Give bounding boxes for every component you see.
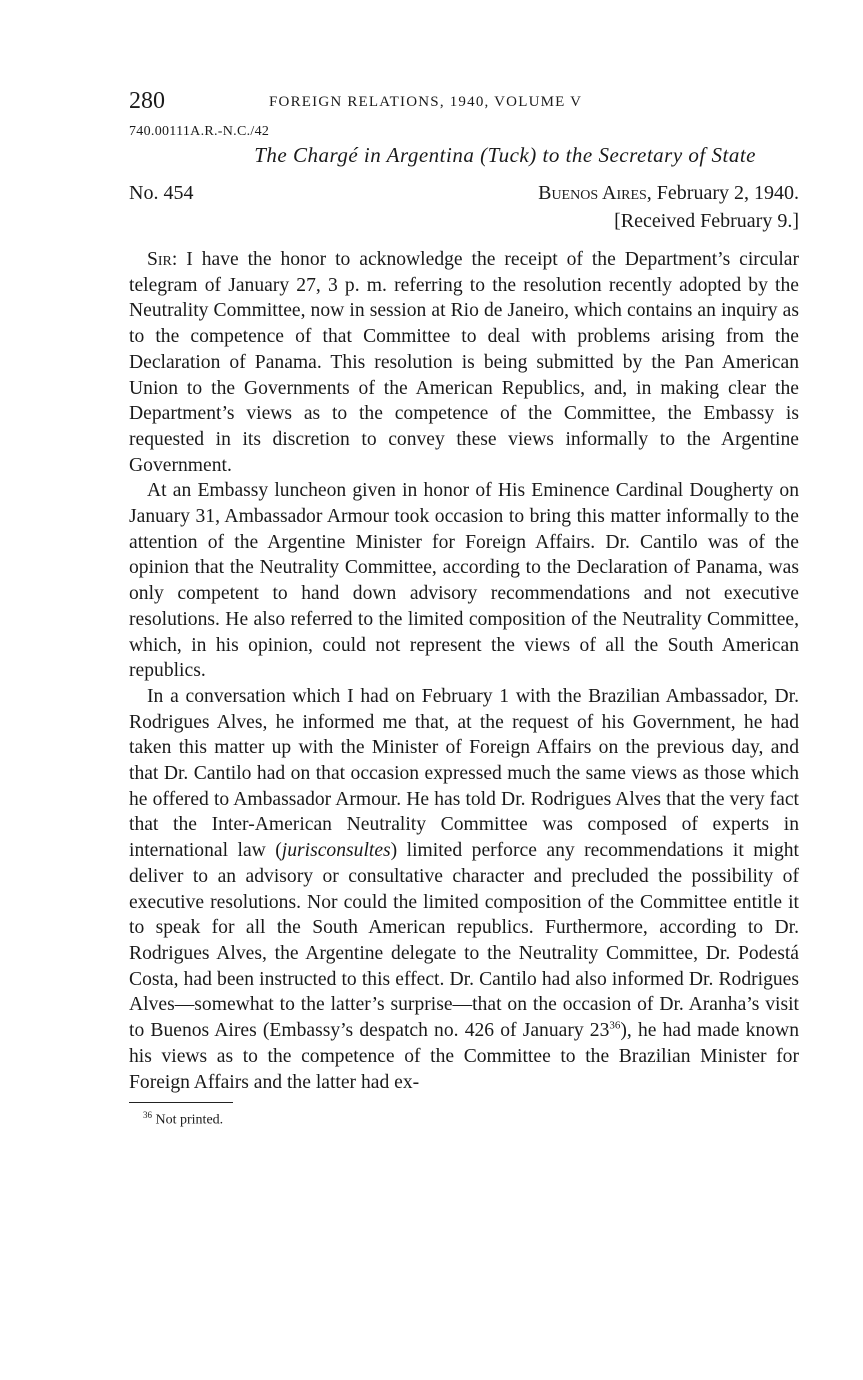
file-number: 740.00111A.R.-N.C./42 [129,124,270,139]
footnote-reference[interactable]: 36 [609,1019,621,1032]
date-row [129,182,799,210]
paragraph-3-text-a: In a conversation which I had on February 1 with the Brazilian Ambassador, Dr. Rodrigues Alves, he informed me that, at the request of his Government, he had taken this matter up with the Minister of Foreign Affairs on the previous day, and that Dr. Cantilo had on that occasion expressed much the same views as those which he offered to Ambassador Armour. He has told Dr. Rodrigues Alves that the very fact that the Inter-American Neutrality Committee was composed of experts in international law ( [129,685,799,862]
footnote-marker: 36 [143,1110,152,1121]
paragraph-1-text: : I have the honor to acknowledge the receipt of the Department’s circular telegram of January 27, 3 p. m. referring to the resolution recently adopted by the Neutrality Committee, now in session at Rio de Janeiro, which contains an inquiry as to the competence of that Committee to deal with problems arising from the Declaration of Panama. This resolution is being submitted by the Pan American Union to the Governments of the American Republics, and, in making clear the Department’s views as to the competence of the Committee, the Embassy is requested in its discretion to convey these views informally to the Argentine Government. [129,249,799,476]
paragraph-1 [129,247,799,478]
dateline-place: Buenos Aires [538,182,647,204]
document-number: No. 454 [129,182,194,204]
footnote-divider [129,1102,233,1103]
paragraph-2: At an Embassy luncheon given in honor of His Eminence Cardinal Dougherty on January 31, Ambassador Armour took occasion to bring this matter informally to the attention of the Argentine Minister for Foreign Affairs. Dr. Cantilo was of the opinion that the Neutrality Committee, according to the Declaration of Panama, was only competent to hand down advisory recommendations and not executive resolutions. He also referred to the limited composition of the Neutrality Committee, which, in his opinion, could not represent the views of all the South American republics. [129,480,799,682]
dateline [538,182,799,205]
page-number: 280 [129,88,165,114]
paragraph-3 [129,684,799,1095]
paragraph-3-text-c: ), he had made known his views as to the competence of the Committee to the Brazilian Minister for Foreign Affairs and the latter had ex- [129,1020,799,1093]
document-page [129,88,799,1129]
document-title: The Chargé in Argentina (Tuck) to the Secretary of State [254,143,756,167]
paragraph-3-italic: jurisconsultes [281,840,391,862]
dateline-date: , February 2, 1940. [646,182,799,204]
paragraph-3-text-b: ) limited perforce any recommendations it might deliver to an advisory or consultative character and precluded the possibility of executive resolutions. Nor could the limited composition of the Committee entitle it to speak for all the South American republics. Furthermore, according to Dr. Rodrigues Alves, the Argentine delegate to the Neutrality Committee, Dr. Podestá Costa, had been instructed to this effect. Dr. Cantilo had also informed Dr. Rodrigues Alves—somewhat to the latter’s surprise—that on the occasion of Dr. Aranha’s visit to Buenos Aires (Embassy’s despatch no. 426 of January 23 [129,840,799,1042]
footnote-text: Not printed. [152,1112,224,1128]
received-date: [Received February 9.] [614,210,799,232]
running-head [129,88,799,122]
footnote [129,1110,799,1129]
running-title: FOREIGN RELATIONS, 1940, VOLUME V [269,94,583,110]
salutation: Sir [147,249,172,270]
letter-body [129,247,799,1095]
